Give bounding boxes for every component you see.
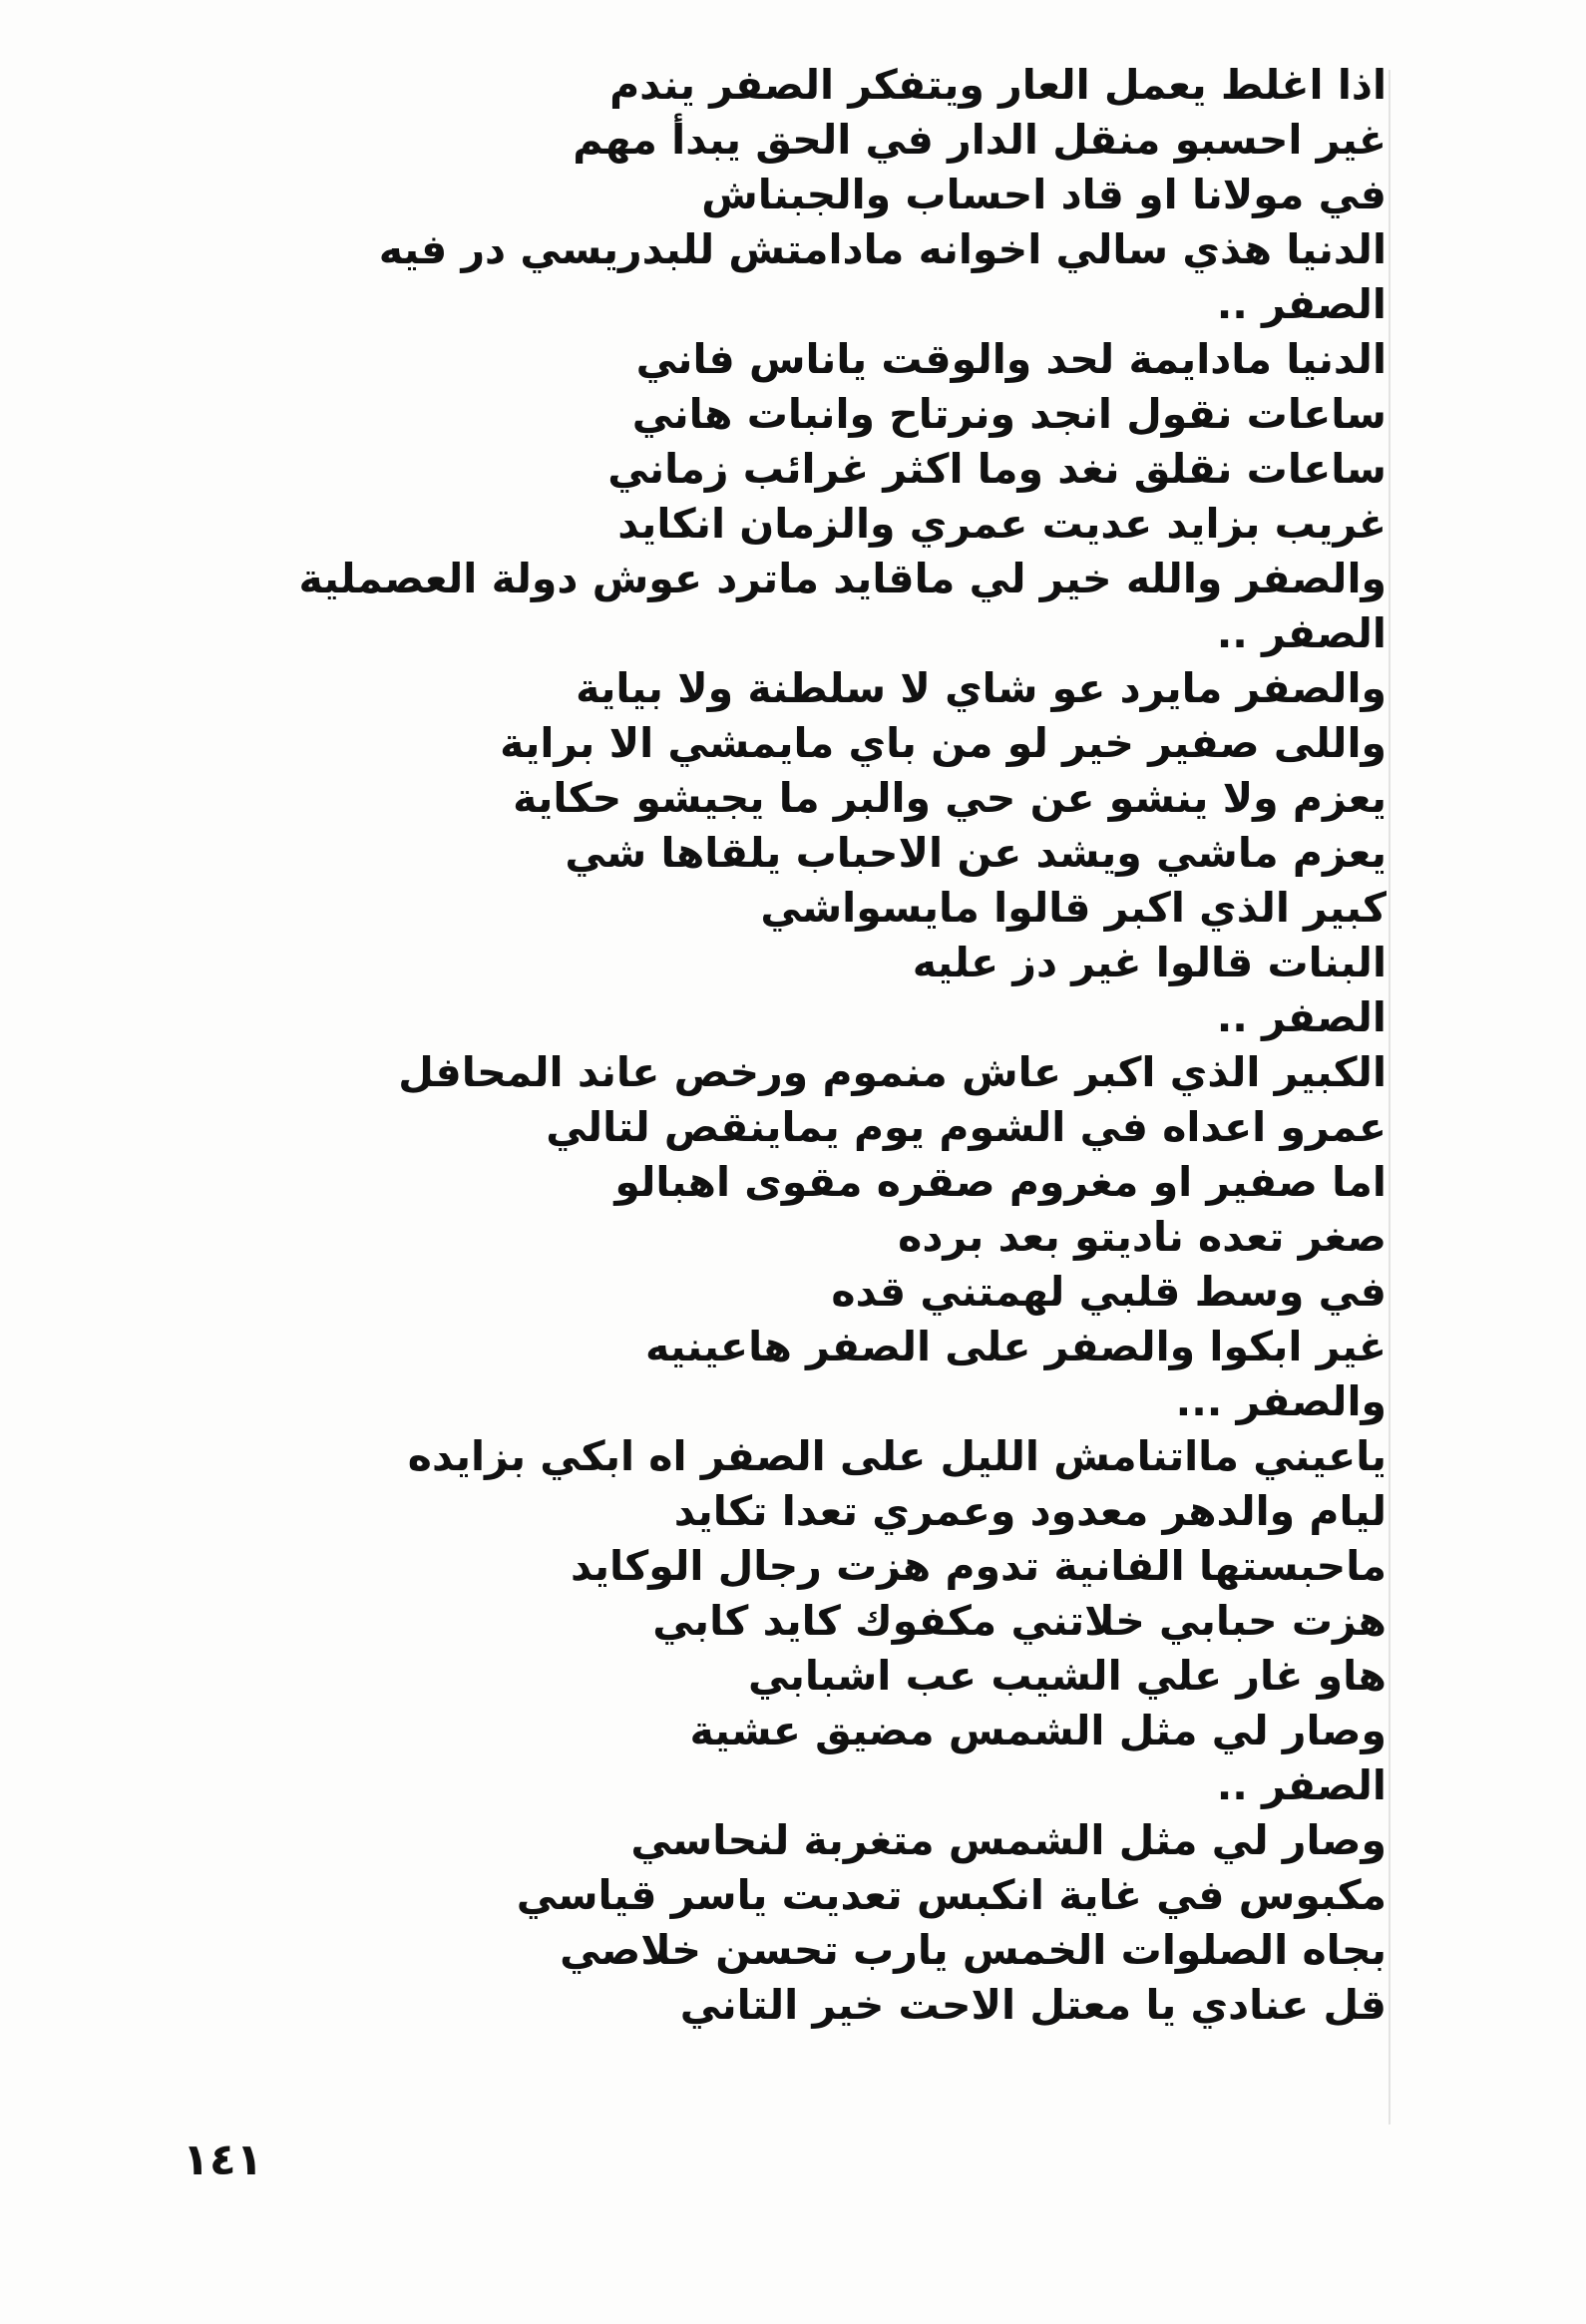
poem-line: البنات قالوا غير دز عليه [912,939,1387,986]
poem-line: الصفر .. [1216,280,1387,328]
poem-line: ليام والدهر معدود وعمري تعدا تكايد [673,1487,1387,1535]
page-number: ١٤١ [183,2134,263,2185]
poem-line: الصفر .. [1216,609,1387,657]
poem-line: واللى صفير خير لو من باي مايمشي الا براية [500,719,1387,767]
poem-line: ماحبستها الفانية تدوم هزت رجال الوكايد [570,1542,1387,1590]
poem-line: قل عنادي يا معتل الاحت خير التاني [679,1981,1387,2029]
poem-line: غير ابكوا والصفر على الصفر هاعينيه [644,1323,1387,1370]
poem-line: غير احسبو منقل الدار في الحق يبدأ مهم [573,116,1387,164]
poem-line: يعزم ماشي ويشد عن الاحباب يلقاها شي [565,829,1387,877]
poem-line: مكبوس في غاية انكبس تعديت ياسر قياسي [516,1871,1387,1919]
poem-line: والصفر ... [1175,1377,1387,1425]
margin-rule [1388,70,1390,2125]
poem-text [209,58,1387,2033]
poem-line: الصفر .. [1216,1761,1387,1809]
poem-line: الصفر .. [1216,993,1387,1041]
poem-line: وصار لي مثل الشمس متغربة لنحاسي [630,1816,1387,1864]
poem-line: هزت حبابي خلاتني مكفوك كايد كابي [652,1597,1387,1645]
poem-line: في وسط قلبي لهمتني قده [831,1268,1387,1316]
poem-line: كبير الذي اكبر قالوا مايسواشي [760,884,1387,932]
poem-line: صغر تعده ناديتو بعد برده [898,1213,1387,1261]
poem-line: وصار لي مثل الشمس مضيق عشية [689,1707,1387,1754]
poem-line: الكبير الذي اكبر عاش منموم ورخص عاند المحافل [398,1048,1387,1096]
poem-line: بجاه الصلوات الخمس يارب تحسن خلاصي [560,1926,1387,1974]
poem-line: اذا اغلط يعمل العار ويتفكر الصفر يندم [609,61,1387,109]
poem-line: ساعات نقول انجد ونرتاح وانبات هاني [631,390,1387,438]
poem-line: والصفر والله خير لي ماقايد ماترد عوش دولة العصملية [298,555,1387,602]
poem-line: في مولانا او قاد احساب والجبناش [701,171,1387,218]
poem-line: والصفر مايرد عو شاي لا سلطنة ولا بياية [576,664,1387,712]
poem-line: يعزم ولا ينشو عن حي والبر ما يجيشو حكاية [513,774,1387,822]
poem-line: غريب بزايد عديت عمري والزمان انكايد [617,500,1387,548]
poem-line: الدنيا مادايمة لحد والوقت ياناس فاني [635,335,1387,383]
poem-line: اما صفير او مغروم صقره مقوى اهبالو [614,1158,1387,1206]
poem-line: ساعات نقلق نغد وما اكثر غرائب زماني [607,445,1387,493]
poem-line: هاو غار علي الشيب عب اشبابي [747,1652,1387,1700]
poem-line: الدنيا هذي سالي اخوانه مادامتش للبدريسي در فيه [378,225,1387,273]
poem-line: ياعيني مااتنامش الليل على الصفر اه ابكي بزايده [407,1432,1387,1480]
poem-line: عمرو اعداه في الشوم يوم يماينقص لتالي [546,1103,1387,1151]
